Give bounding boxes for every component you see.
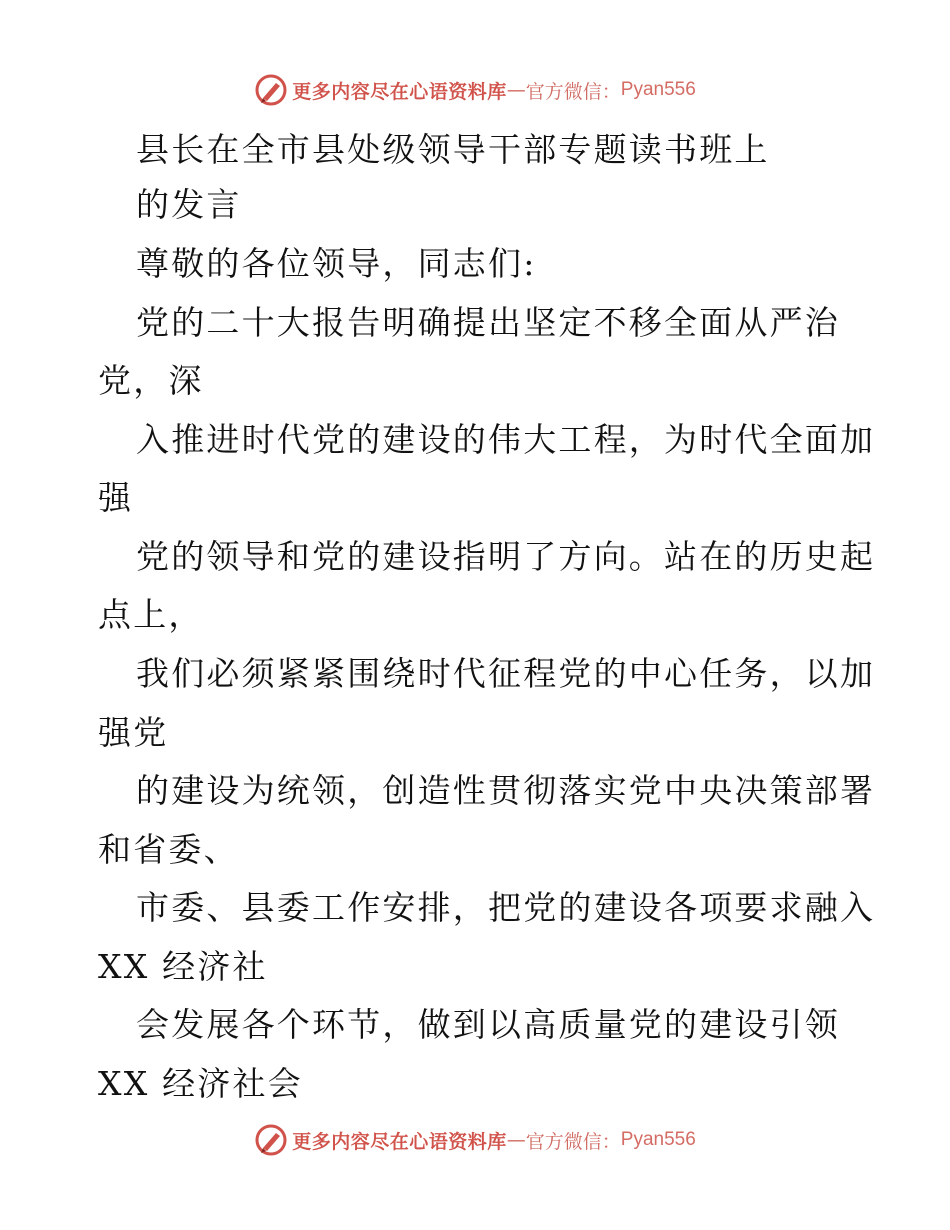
paragraph-line: XX 经济社会 — [98, 1064, 303, 1103]
salutation: 尊敬的各位领导，同志们: — [136, 244, 537, 283]
watermark-wechat-id: Pyan556 — [620, 79, 696, 100]
footer-watermark — [0, 1120, 950, 1160]
watermark-dash: — — [506, 79, 526, 101]
document-title-line-1: 县长在全市县处级领导干部专题读书班上 — [136, 130, 770, 169]
paragraph-line: 和省委、 — [98, 830, 239, 869]
paragraph-line: 我们必须紧紧围绕时代征程党的中心任务，以加 — [136, 654, 876, 693]
watermark-wechat-label: 官方微信 — [525, 80, 602, 103]
watermark-main-text: 更多内容尽在心语资料库 — [292, 80, 507, 103]
paragraph-line: 党，深 — [98, 361, 204, 400]
watermark-main-text: 更多内容尽在心语资料库 — [292, 1130, 507, 1153]
watermark-colon: ： — [601, 1130, 621, 1153]
paragraph-line: 会发展各个环节，做到以高质量党的建设引领 — [136, 1005, 840, 1044]
header-watermark — [0, 70, 950, 110]
watermark-wechat-label: 官方微信 — [525, 1130, 602, 1153]
paragraph-line: 党的领导和党的建设指明了方向。站在的历史起 — [136, 537, 876, 576]
paragraph-line: 点上， — [98, 595, 204, 634]
paragraph-line: XX 经济社 — [98, 947, 268, 986]
watermark-dash: — — [506, 1129, 526, 1151]
pen-logo-icon — [254, 73, 288, 107]
paragraph-line: 强 — [98, 478, 134, 517]
watermark-wechat-id: Pyan556 — [620, 1129, 696, 1150]
pen-logo-icon — [254, 1123, 288, 1157]
document-title-line-2: 的发言 — [136, 185, 242, 224]
paragraph-line: 强党 — [98, 713, 169, 752]
paragraph-line: 的建设为统领，创造性贯彻落实党中央决策部署 — [136, 771, 876, 810]
watermark-colon: ： — [601, 80, 621, 103]
paragraph-line: 入推进时代党的建设的伟大工程，为时代全面加 — [136, 420, 876, 459]
paragraph-line: 市委、县委工作安排，把党的建设各项要求融入 — [136, 888, 876, 927]
paragraph-line: 党的二十大报告明确提出坚定不移全面从严治 — [136, 303, 840, 342]
